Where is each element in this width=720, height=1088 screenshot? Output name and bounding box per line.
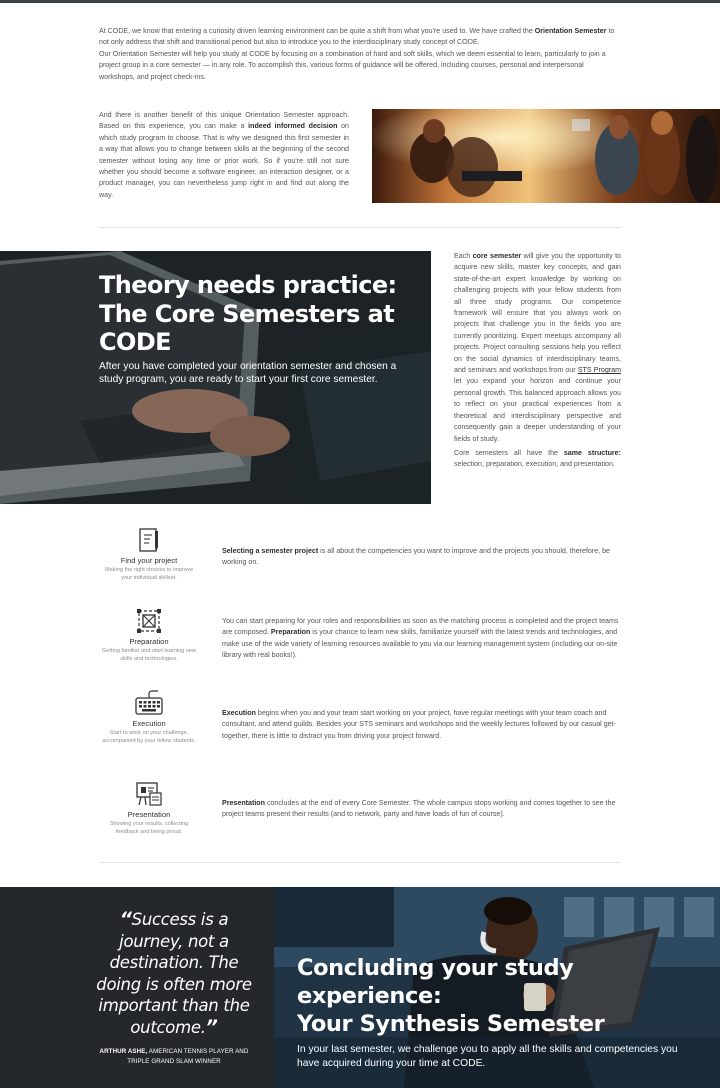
step-description: You can start preparing for your roles and responsibilities as soon as the matching process is completed and the project teams are composed. Preparation is your chance to learn new skills, familiarize yourself with the latest trends and technologies, and make use of the wide variety of learning resources available to you via our learning management system (including our on-site library with real books!).: [222, 617, 619, 660]
step-execution: [99, 690, 199, 745]
synthesis-hero: [274, 887, 720, 1088]
hero-subtitle: After you have completed your orientation semester and chosen a study program, you are ready to start your first core semester.: [99, 361, 397, 385]
synthesis-text: In your last semester, we challenge you to apply all the skills and competencies you have acquired during your time at CODE.: [297, 1044, 678, 1069]
synthesis-title: Concluding your study experience: Your Synthesis Semester: [297, 955, 605, 1037]
document-pencil-icon: [136, 527, 162, 553]
quote-block: [0, 887, 274, 1088]
presentation-screen-icon: [135, 781, 163, 807]
core-semester-hero: [0, 251, 431, 504]
sts-program-link[interactable]: STS Program: [577, 366, 621, 375]
step-description: Selecting a semester project is all about the competencies you want to improve and the projects you should, therefore, be working on.: [222, 547, 611, 567]
divider: [99, 862, 621, 863]
classroom-photo: [372, 109, 720, 203]
step-title: Presentation: [127, 810, 171, 819]
frame-target-icon: [136, 608, 162, 634]
divider: [99, 227, 621, 228]
step-find-project: [99, 527, 199, 582]
intro-paragraph-2: Our Orientation Semester will help you study at CODE by focusing on a combination of hard and soft skills, which we deem essential to learn, particularly to join a project group in a core semester — in any role. To accomplish this, various forms of guidance will be offered, including courses, personal and interpersonal workshops, and project check-ins.: [99, 49, 606, 81]
step-subtitle: Showing your results, collecting feedback and being proud.: [109, 821, 189, 835]
step-subtitle: Start to work on your challenge, accompanied by your fellow students.: [102, 730, 196, 744]
top-bar: [0, 0, 720, 3]
step-presentation: [99, 781, 199, 836]
step-title: Find your project: [120, 556, 178, 565]
quote-text: “Success is a journey, not a destination. The doing is often more important than the outcome.”: [96, 908, 252, 1038]
step-subtitle: Making the right choices to improve your individual skillset.: [105, 567, 193, 581]
step-title: Preparation: [129, 637, 169, 646]
core-semester-text: Each core semester will give you the opportunity to acquire new skills, master key concepts, and gain state-of-the-art expert knowledge by working on challenging projects with your fellow students from all three study programs. Our competence framework will ensure that you always work on projects that challenge you in the fields you are currently prioritizing. Expert meetups accompany all projects. Project consulting sessions help you reflect on the social dynamics of interdisciplinary teams, and seminars and workshops from our STS Program let you expand your horizon and continue your personal growth. This balanced approach allows you to reflect on your practical experiences from a theoretical and interdisciplinary perspective and consequently gain a deeper understanding of your fields of study. Core semesters all have the same structure: selection, preparation, execution, and presentation.: [454, 252, 621, 469]
benefit-paragraph: And there is another benefit of this unique Orientation Semester approach. Based on this experience, you can make a indeed informed decision on which study program to choose. That is why we designed this first semester in a way that allows you to change between skills at the beginning of the second semester without losing any time or prior work. So if you're still not sure whether you should become a software engineer, an interaction designer, or a product manager, you can nevertheless jump right in and find out along the way.: [99, 111, 349, 199]
step-title: Execution: [132, 719, 166, 728]
intro-section: [99, 26, 621, 83]
intro-paragraph: At CODE, we know that entering a curiosity driven learning environment can be quite a shift from what you're used to. We have crafted the Orientation Semester to not only address that shift and transitional period but also to introduce you to the interdisciplinary study concept of CODE.: [99, 27, 615, 47]
step-description: Presentation concludes at the end of every Core Semester. The whole campus stops working and comes together to see the project teams present their results (and to network, party and have loads of fun of course).: [222, 799, 616, 819]
quote-author: ARTHUR ASHE, AMERICAN TENNIS PLAYER AND TRIPLE GRAND SLAM WINNER: [99, 1048, 249, 1065]
synthesis-section: [0, 887, 720, 1088]
hero-title: Theory needs practice: The Core Semesters at CODE: [99, 271, 397, 356]
step-description: Execution begins when you and your team start working on your project, have regular meetings with your team coach and consultant, and attend guilds. Besides your STS seminars and workshops and the weekly lectures followed by our casual get-together, there is little to distract you from driving your project forward.: [222, 709, 616, 740]
step-subtitle: Getting familiar and start learning new skills and technologies.: [101, 648, 197, 662]
keyboard-icon: [134, 690, 164, 716]
step-preparation: [99, 608, 199, 663]
